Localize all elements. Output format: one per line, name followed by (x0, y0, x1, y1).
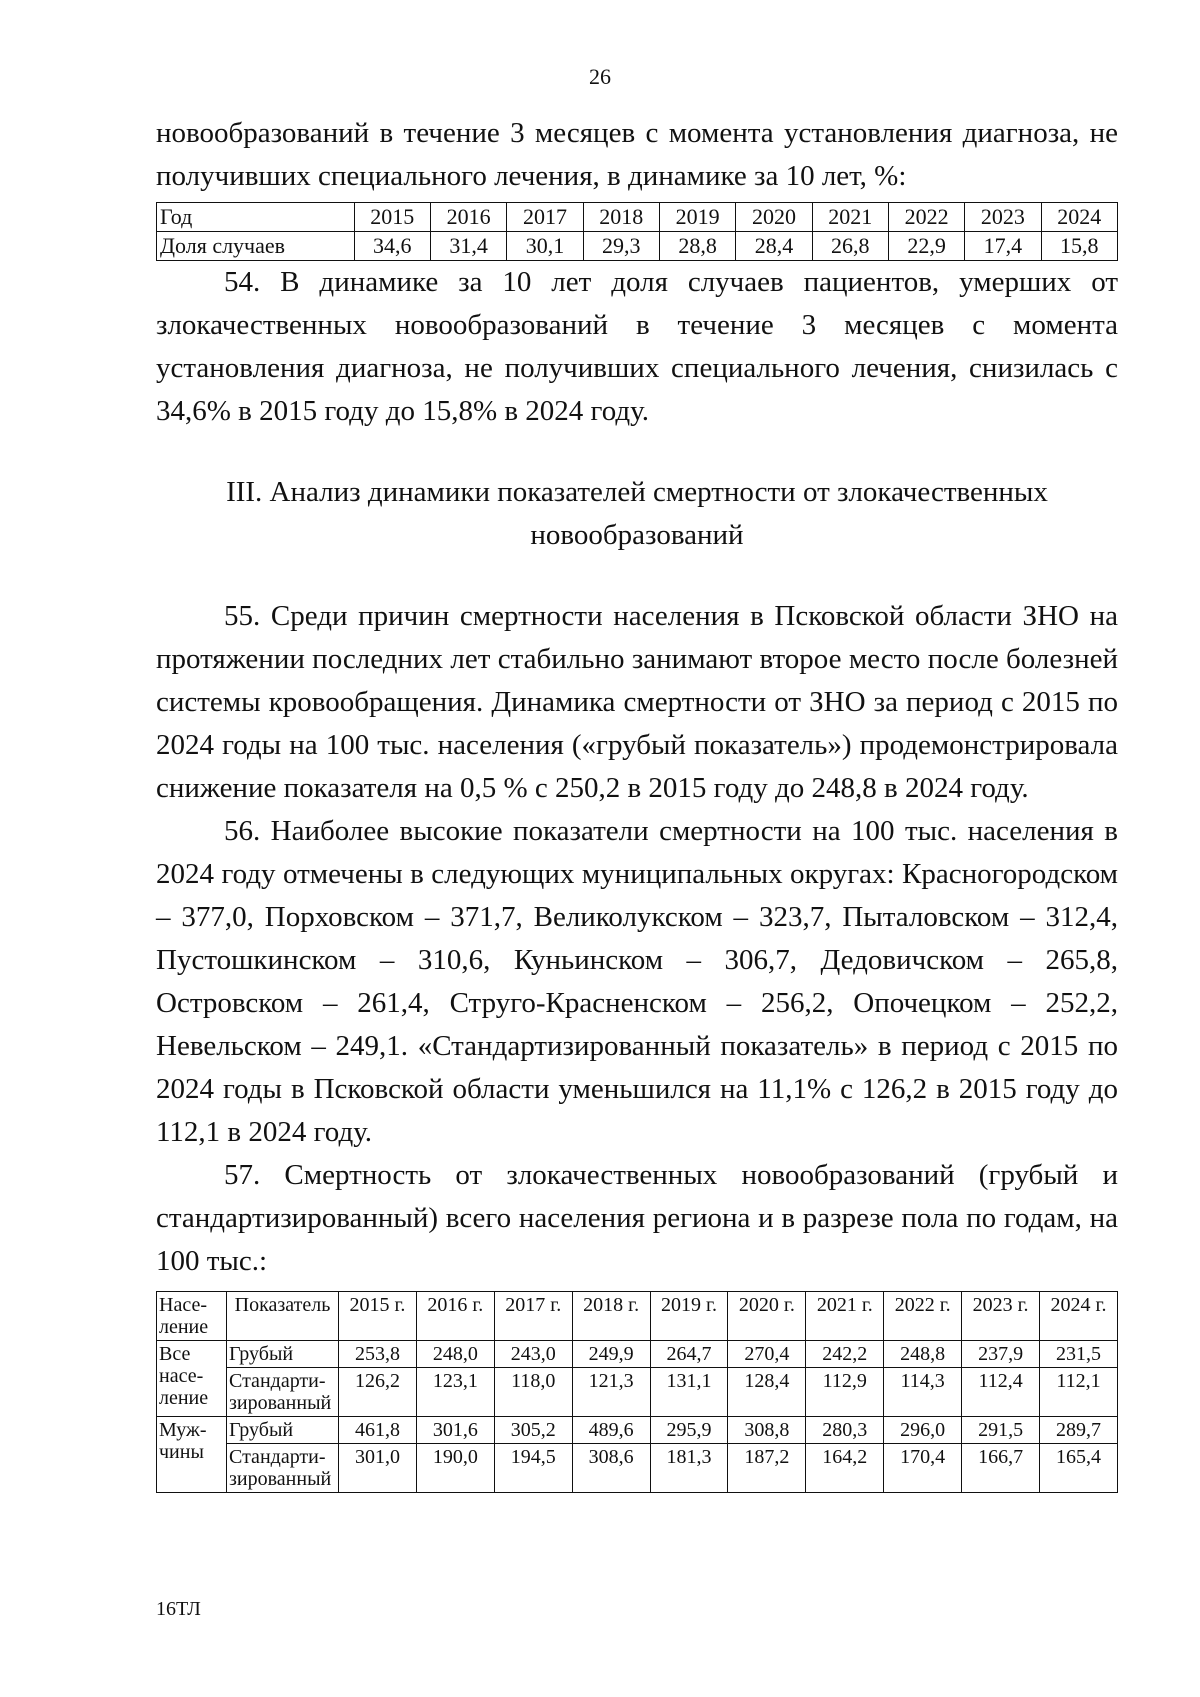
row-label-share: Доля случаев (157, 232, 355, 261)
header-year: 2016 г. (416, 1292, 494, 1341)
value-cell: 128,4 (728, 1368, 806, 1417)
value-cell: 295,9 (650, 1417, 728, 1444)
value-cell: 301,6 (416, 1417, 494, 1444)
value-cell: 114,3 (884, 1368, 962, 1417)
row-label-year: Год (157, 203, 355, 232)
value-cell: 118,0 (494, 1368, 572, 1417)
value-cell: 31,4 (430, 232, 506, 261)
header-year: 2020 г. (728, 1292, 806, 1341)
value-cell: 112,1 (1040, 1368, 1118, 1417)
value-cell: 166,7 (962, 1444, 1040, 1493)
intro-paragraph: новообразований в течение 3 месяцев с момента установления диагноза, не получивших специального лечения, в динамике за 10 лет, %: (156, 117, 1118, 192)
table-header-row (157, 1292, 1118, 1341)
paragraph-54: 54. В динамике за 10 лет доля случаев пациентов, умерших от злокачественных новообразований в течение 3 месяцев с момента установления диагноза, не получивших специального лечения, снизилась с 34,6% в 2015 году до 15,8% в 2024 году. (156, 266, 1118, 427)
year-cell: 2017 (507, 203, 583, 232)
value-cell: 243,0 (494, 1341, 572, 1368)
indicator-cell: Стандарти- зированный (227, 1444, 339, 1493)
value-cell: 242,2 (806, 1341, 884, 1368)
value-cell: 112,4 (962, 1368, 1040, 1417)
year-cell: 2020 (736, 203, 812, 232)
year-cell: 2022 (888, 203, 964, 232)
value-cell: 291,5 (962, 1417, 1040, 1444)
year-cell: 2016 (430, 203, 506, 232)
value-cell: 28,8 (659, 232, 735, 261)
value-cell: 34,6 (354, 232, 430, 261)
value-cell: 26,8 (812, 232, 888, 261)
value-cell: 29,3 (583, 232, 659, 261)
indicator-cell: Стандарти- зированный (227, 1368, 339, 1417)
header-year: 2021 г. (806, 1292, 884, 1341)
header-year: 2018 г. (572, 1292, 650, 1341)
value-cell: 30,1 (507, 232, 583, 261)
indicator-cell: Грубый (227, 1417, 339, 1444)
indicator-cell: Грубый (227, 1341, 339, 1368)
year-cell: 2015 (354, 203, 430, 232)
population-all: Все насе- ление (157, 1341, 227, 1417)
value-cell: 231,5 (1040, 1341, 1118, 1368)
value-cell: 264,7 (650, 1341, 728, 1368)
value-cell: 489,6 (572, 1417, 650, 1444)
table-row (157, 1444, 1118, 1493)
value-cell: 15,8 (1041, 232, 1117, 261)
header-year: 2024 г. (1040, 1292, 1118, 1341)
value-cell: 28,4 (736, 232, 812, 261)
value-cell: 289,7 (1040, 1417, 1118, 1444)
year-cell: 2024 (1041, 203, 1117, 232)
section-heading-line2: новообразований (530, 519, 744, 551)
header-year: 2017 г. (494, 1292, 572, 1341)
value-cell: 131,1 (650, 1368, 728, 1417)
header-year: 2023 г. (962, 1292, 1040, 1341)
paragraph-55: 55. Среди причин смертности населения в Псковской области ЗНО на протяжении последних лет стабильно занимают второе место после болезней системы кровообращения. Динамика смертности от ЗНО за период с 2015 по 2024 годы на 100 тыс. населения («грубый показатель») продемонстрировала снижение показателя на 0,5 % с 250,2 в 2015 году до 248,8 в 2024 году. (156, 600, 1118, 804)
value-cell: 248,0 (416, 1341, 494, 1368)
value-cell: 181,3 (650, 1444, 728, 1493)
value-cell: 296,0 (884, 1417, 962, 1444)
paragraph-56: 56. Наиболее высокие показатели смертности на 100 тыс. населения в 2024 году отмечены в следующих муниципальных округах: Красногородском – 377,0, Порховском – 371,7, Великолукском – 323,7, Пыталовском – 312,4, Пустошкинском – 310,6, Куньинском – 306,7, Дедовичском – 265,8, Островском – 261,4, Струго-Красненском – 256,2, Опочецком – 252,2, Невельском – 249,1. «Стандартизированный показатель» в период с 2015 по 2024 годы в Псковской области уменьшился на 11,1% с 126,2 в 2015 году до 112,1 в 2024 году. (156, 815, 1118, 1148)
value-cell: 248,8 (884, 1341, 962, 1368)
section-heading (156, 471, 1118, 557)
header-population: Насе- ление (157, 1292, 227, 1341)
value-cell: 308,8 (728, 1417, 806, 1444)
year-cell: 2023 (965, 203, 1041, 232)
value-cell: 308,6 (572, 1444, 650, 1493)
population-men: Муж- чины (157, 1417, 227, 1493)
value-cell: 112,9 (806, 1368, 884, 1417)
paragraph-57: 57. Смертность от злокачественных новообразований (грубый и стандартизированный) всего населения региона и в разрезе пола по годам, на 100 тыс.: (156, 1159, 1118, 1277)
table-row (157, 1368, 1118, 1417)
table-row (157, 232, 1118, 261)
value-cell: 270,4 (728, 1341, 806, 1368)
value-cell: 165,4 (1040, 1444, 1118, 1493)
value-cell: 187,2 (728, 1444, 806, 1493)
value-cell: 301,0 (339, 1444, 417, 1493)
value-cell: 126,2 (339, 1368, 417, 1417)
value-cell: 253,8 (339, 1341, 417, 1368)
value-cell: 17,4 (965, 232, 1041, 261)
section-heading-line1: III. Анализ динамики показателей смертности от злокачественных (226, 476, 1048, 508)
value-cell: 194,5 (494, 1444, 572, 1493)
value-cell: 461,8 (339, 1417, 417, 1444)
header-indicator: Показатель (227, 1292, 339, 1341)
year-cell: 2021 (812, 203, 888, 232)
value-cell: 123,1 (416, 1368, 494, 1417)
document-body (156, 112, 1118, 1493)
table-row (157, 1417, 1118, 1444)
value-cell: 305,2 (494, 1417, 572, 1444)
year-cell: 2019 (659, 203, 735, 232)
header-year: 2019 г. (650, 1292, 728, 1341)
value-cell: 164,2 (806, 1444, 884, 1493)
table-row (157, 203, 1118, 232)
value-cell: 22,9 (888, 232, 964, 261)
page-number: 26 (589, 64, 611, 89)
mortality-table (156, 1291, 1118, 1493)
value-cell: 280,3 (806, 1417, 884, 1444)
value-cell: 121,3 (572, 1368, 650, 1417)
value-cell: 249,9 (572, 1341, 650, 1368)
value-cell: 190,0 (416, 1444, 494, 1493)
header-year: 2015 г. (339, 1292, 417, 1341)
header-year: 2022 г. (884, 1292, 962, 1341)
table-row (157, 1341, 1118, 1368)
footer-code: 16ТЛ (156, 1598, 201, 1620)
year-cell: 2018 (583, 203, 659, 232)
value-cell: 170,4 (884, 1444, 962, 1493)
early-death-share-table (156, 202, 1118, 261)
value-cell: 237,9 (962, 1341, 1040, 1368)
